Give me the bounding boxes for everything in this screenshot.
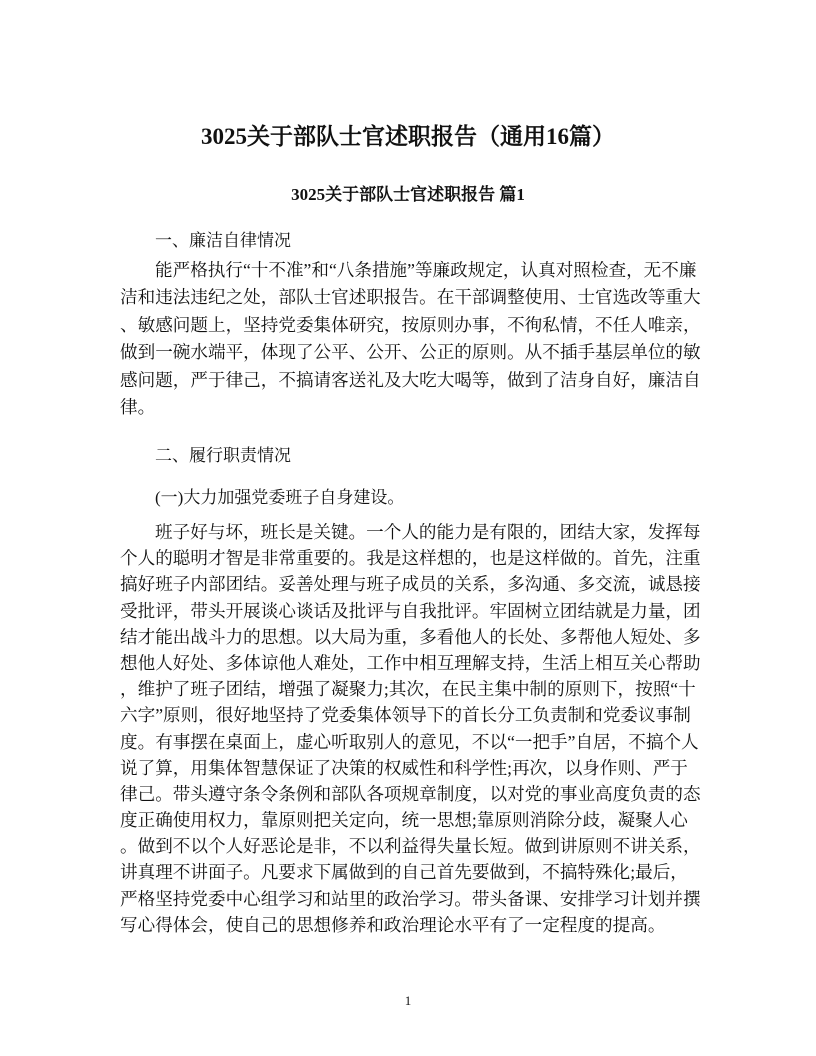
paragraph-team-building bbox=[120, 519, 700, 938]
text-line: 度。有事摆在桌面上，虚心听取别人的意见，不以“一把手”自居，不搞个人 bbox=[120, 731, 699, 752]
heading-party-committee: (一)大力加强党委班子自身建设。 bbox=[155, 488, 405, 507]
text-line: 受批评，带头开展谈心谈话及批评与自我批评。牢固树立团结就是力量，团 bbox=[120, 600, 701, 621]
text-line: 律己。带头遵守条令条例和部队各项规章制度，以对党的事业高度负责的态 bbox=[120, 783, 701, 804]
text-line: 度正确使用权力，靠原则把关定向，统一思想;靠原则消除分歧，凝聚人心 bbox=[120, 810, 688, 831]
text-line: 班子好与坏，班长是关键。一个人的能力是有限的，团结大家，发挥每 bbox=[155, 522, 701, 542]
text-line: 做到一碗水端平，体现了公平、公开、公正的原则。从不插手基层单位的敏 bbox=[120, 342, 701, 363]
paragraph-integrity bbox=[120, 257, 700, 421]
text-line: 、敏感问题上，坚持党委集体研究，按原则办事，不徇私情，不任人唯亲， bbox=[120, 314, 701, 335]
text-line: 结才能出战斗力的思想。以大局为重，多看他人的长处、多帮他人短处、多 bbox=[120, 626, 701, 647]
text-line: 感问题，严于律己，不搞请客送礼及大吃大喝等，做到了洁身自好，廉洁自 bbox=[120, 369, 701, 390]
text-line: 搞好班子内部团结。妥善处理与班子成员的关系，多沟通、多交流，诚恳接 bbox=[120, 574, 701, 595]
text-line: 洁和违法违纪之处，部队士官述职报告。在干部调整使用、士官选改等重大 bbox=[120, 287, 701, 308]
text-line: 写心得体会，使自己的思想修养和政治理论水平有了一定程度的提高。 bbox=[120, 914, 666, 935]
text-line: ，维护了班子团结，增强了凝聚力;其次，在民主集中制的原则下，按照“十 bbox=[120, 679, 696, 700]
text-line: 讲真理不讲面子。凡要求下属做到的自己首先要做到，不搞特殊化;最后， bbox=[120, 862, 688, 883]
section-title: 3025关于部队士官述职报告 篇1 bbox=[291, 185, 525, 204]
text-line: 。做到不以个人好恶论是非，不以利益得失量长短。做到讲原则不讲关系， bbox=[120, 836, 701, 857]
text-line: 想他人好处、多体谅他人难处，工作中相互理解支持，生活上相互关心帮助 bbox=[120, 652, 701, 673]
text-line: 严格坚持党委中心组学习和站里的政治学习。带头备课、安排学习计划并撰 bbox=[120, 888, 701, 909]
heading-duties: 二、履行职责情况 bbox=[155, 446, 291, 465]
page-number: 1 bbox=[404, 993, 412, 1008]
text-line: 说了算，用集体智慧保证了决策的权威性和科学性;再次，以身作则、严于 bbox=[120, 757, 688, 778]
text-line: 律。 bbox=[120, 396, 156, 417]
text-line: 能严格执行“十不准”和“八条措施”等廉政规定，认真对照检查，无不廉 bbox=[155, 260, 697, 280]
heading-integrity: 一、廉洁自律情况 bbox=[155, 231, 291, 250]
text-line: 个人的聪明才智是非常重要的。我是这样想的，也是这样做的。首先，注重 bbox=[120, 548, 701, 569]
text-line: 六字”原则，很好地坚持了党委集体领导下的首长分工负责制和党委议事制 bbox=[120, 705, 691, 726]
document-title: 3025关于部队士官述职报告（通用16篇） bbox=[201, 124, 615, 149]
